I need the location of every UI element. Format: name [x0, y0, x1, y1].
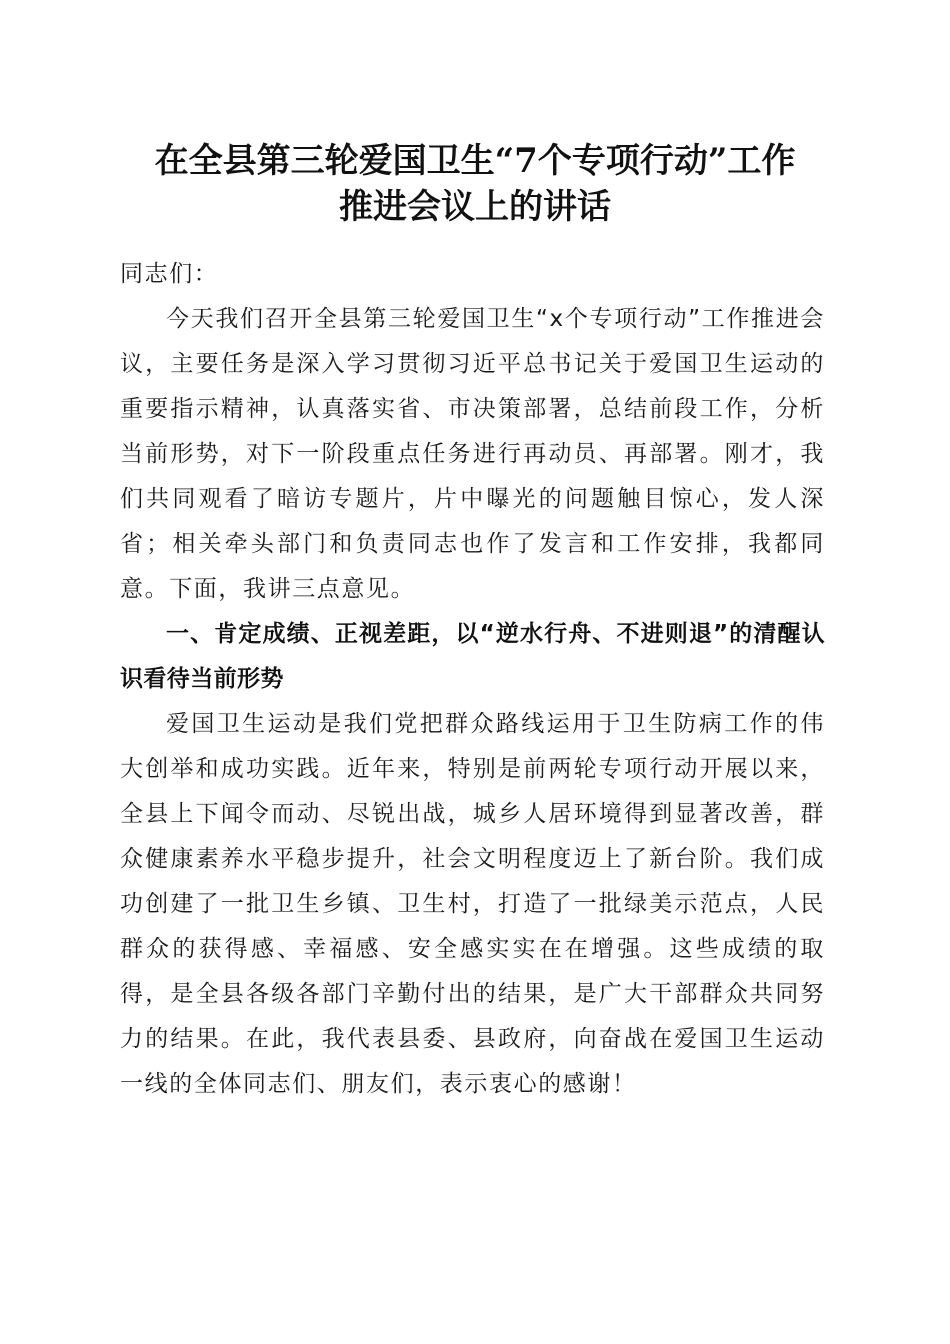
document-title	[90, 138, 860, 230]
paragraph-intro: 今天我们召开全县第三轮爱国卫生“x个专项行动”工作推进会议，主要任务是深入学习贯彻习近平总书记关于爱国卫生运动的重要指示精神，认真落实省、市决策部署，总结前段工作，分析当前形势，对下一阶段重点任务进行再动员、再部署。刚才，我们共同观看了暗访专题片，片中曝光的问题触目惊心，发人深省；相关牵头部门和负责同志也作了发言和工作安排，我都同意。下面，我讲三点意见。	[120, 306, 825, 602]
section-heading-1: 一、肯定成绩、正视差距，以“逆水行舟、不进则退”的清醒认识看待当前形势	[120, 621, 825, 692]
title-line-2: 推进会议上的讲话	[339, 187, 611, 227]
document-body	[120, 252, 825, 1107]
paragraph-achievements: 爱国卫生运动是我们党把群众路线运用于卫生防病工作的伟大创举和成功实践。近年来，特别是前两轮专项行动开展以来，全县上下闻令而动、尽锐出战，城乡人居环境得到显著改善，群众健康素养水平稳步提升，社会文明程度迈上了新台阶。我们成功创建了一批卫生乡镇、卫生村，打造了一批绿美示范点，人民群众的获得感、幸福感、安全感实实在在增强。这些成绩的取得，是全县各级各部门辛勤付出的结果，是广大干部群众共同努力的结果。在此，我代表县委、县政府，向奋战在爱国卫生运动一线的全体同志们、朋友们，表示衷心的感谢！	[120, 711, 825, 1097]
salutation: 同志们：	[120, 261, 219, 287]
title-line-1: 在全县第三轮爱国卫生“7个专项行动”工作	[154, 141, 796, 181]
